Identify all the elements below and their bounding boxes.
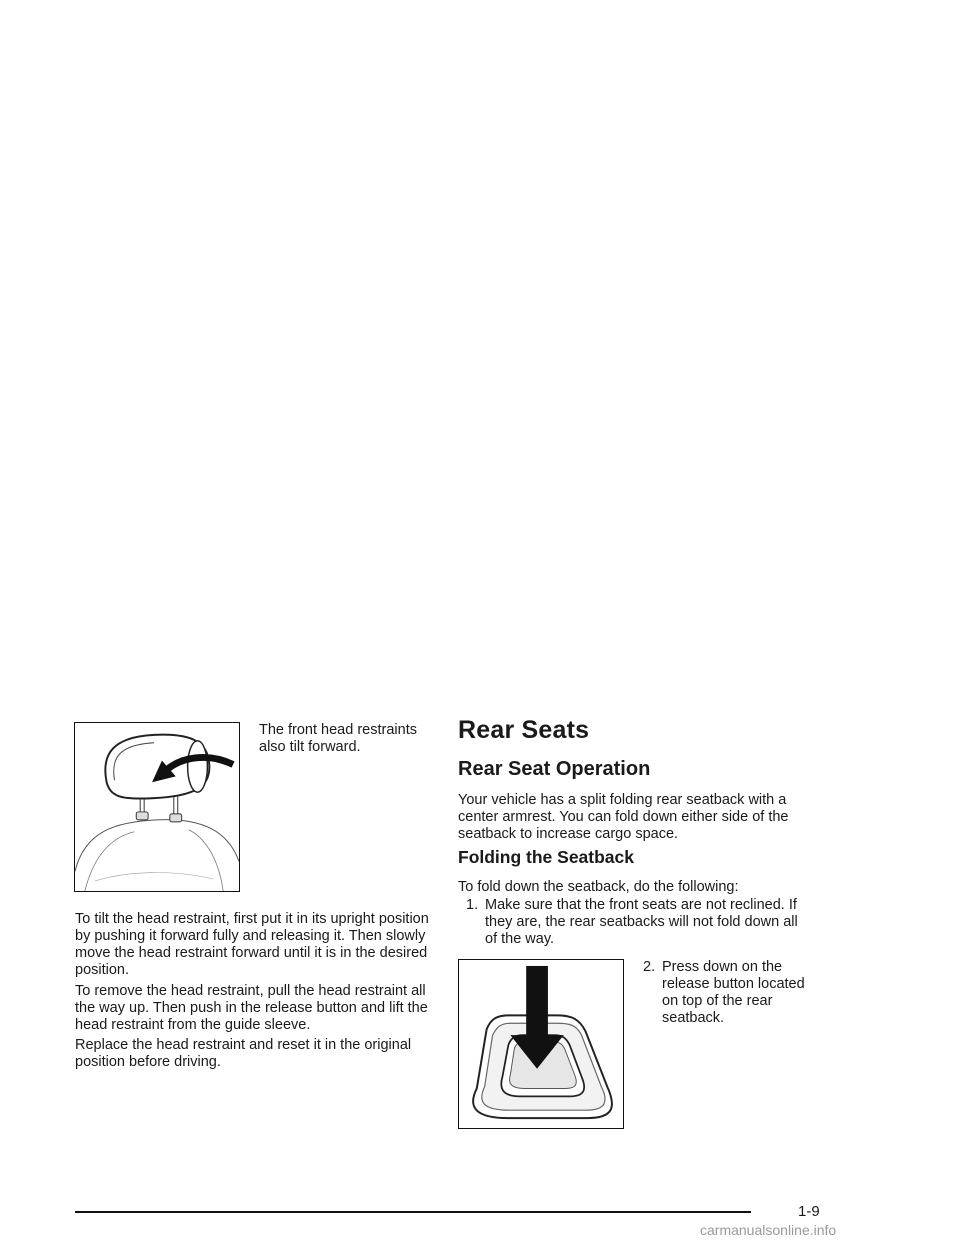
subsection-title: Rear Seat Operation — [458, 758, 651, 780]
head-restraint-caption: The front head restraints also tilt forward. — [259, 722, 417, 755]
body-paragraph: To remove the head restraint, pull the head restraint all the way up. Then push in the release button and lift the head restraint from the guide sleeve. — [75, 983, 428, 1033]
step-number: 1. — [466, 897, 479, 913]
head-restraint-illustration — [75, 723, 239, 891]
steps-intro: To fold down the seatback, do the following: — [458, 879, 739, 895]
footer-rule — [75, 1211, 751, 1213]
step-item — [643, 959, 823, 1039]
step-number: 2. — [643, 959, 656, 975]
head-restraint-figure — [74, 722, 240, 892]
body-paragraph: Replace the head restraint and reset it in the original position before driving. — [75, 1037, 412, 1070]
release-button-illustration — [459, 960, 623, 1128]
step-item — [466, 897, 806, 957]
step-text: Press down on the release button located on top of the rear seatback. — [662, 959, 805, 1026]
intro-paragraph: Your vehicle has a split folding rear seatback with a center armrest. You can fold down either side of the seatback to increase cargo space. — [458, 792, 789, 842]
watermark: carmanualsonline.info — [700, 1222, 837, 1238]
release-button-figure — [458, 959, 624, 1129]
page-number: 1-9 — [798, 1203, 820, 1220]
body-paragraph: To tilt the head restraint, first put it in its upright position by pushing it forward fully and releasing it. Then slowly move the head restraint forward until it is in the desired position. — [75, 911, 429, 978]
subsubsection-title: Folding the Seatback — [458, 847, 634, 867]
step-text: Make sure that the front seats are not reclined. If they are, the rear seatbacks will not fold down all of the way. — [485, 897, 798, 947]
section-title: Rear Seats — [458, 716, 590, 744]
